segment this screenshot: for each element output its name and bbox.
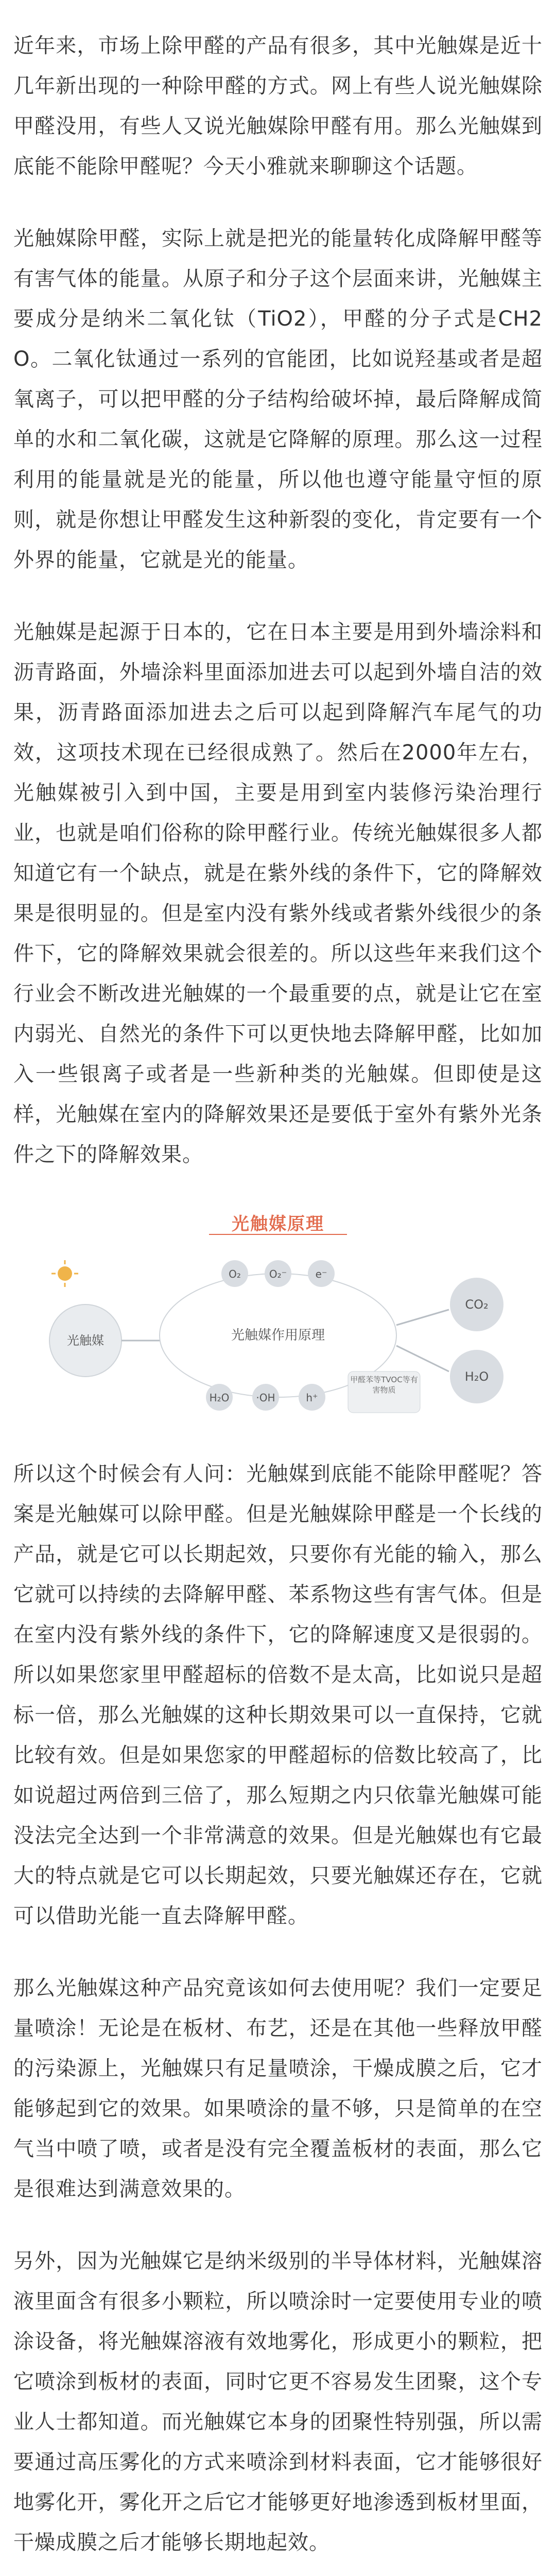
pollutant-label-box (350, 1375, 418, 1411)
top-label-3: e⁻ (315, 1268, 327, 1280)
diagram-graphic (13, 1207, 543, 1423)
paragraph-spraying: 另外，因为光触媒它是纳米级别的半导体材料，光触媒溶液里面含有很多小颗粒，所以喷涂时一定要使用专业的喷涂设备，将光触媒溶液有效地雾化，形成更小的颗粒，把它喷涂到板材的表面，同时它更不容易发生团聚，这个专业人士都知道。而光触媒它本身的团聚性特别强，所以需要通过高压雾化的方式来喷涂到材料表面，它才能够很好地雾化开，雾化开之后它才能够更好地渗透到板材里面，干燥成膜之后才能够长期地起效。 (13, 2249, 543, 2554)
arrow-right-bottom (396, 1346, 449, 1371)
bottom-label-1: H₂O (209, 1392, 230, 1404)
top-label-2: O₂⁻ (269, 1268, 287, 1280)
bottom-label-3: h⁺ (306, 1392, 318, 1404)
left-label: 光触媒 (67, 1333, 104, 1348)
pollutant-label: 甲醛苯等TVOC等有害物质 (350, 1375, 418, 1395)
right-top-label: CO₂ (465, 1297, 489, 1312)
center-label: 光触媒作用原理 (231, 1328, 325, 1343)
paragraph-usage: 那么光触媒这种产品究竟该如何去使用呢？我们一定要足量喷涂！无论是在板材、布艺，还是在其他一些释放甲醛的污染源上，光触媒只有足量喷涂，干燥成膜之后，它才能够起到它的效果。如果喷涂的量不够，只是简单的在空气当中喷了喷，或者是没有完全覆盖板材的表面，那么它是很难达到满意效果的。 (13, 1976, 543, 2201)
paragraph-intro: 近年来，市场上除甲醛的产品有很多，其中光触媒是近十几年新出现的一种除甲醛的方式。网上有些人说光触媒除甲醛没用，有些人又说光触媒除甲醛有用。那么光触媒到底能不能除甲醛呢？今天小雅就来聊聊这个话题。 (13, 34, 543, 178)
top-label-1: O₂ (229, 1268, 241, 1280)
arrow-right-top (396, 1310, 449, 1325)
photocatalyst-diagram (13, 1207, 543, 1423)
bottom-label-2: ·OH (256, 1392, 275, 1404)
sun-icon (51, 1260, 78, 1287)
paragraph-effectiveness: 所以这个时候会有人问：光触媒到底能不能除甲醛呢？答案是光触媒可以除甲醛。但是光触媒除甲醛是一个长线的产品，就是它可以长期起效，只要你有光能的输入，那么它就可以持续的去降解甲醛、苯系物这些有害气体。但是在室内没有紫外线的条件下，它的降解速度又是很弱的。所以如果您家里甲醛超标的倍数不是太高，比如说只是超标一倍，那么光触媒的这种长期效果可以一直保持，它就比较有效。但是如果您家的甲醛超标的倍数比较高了，比如说超过两倍到三倍了，那么短期之内只依靠光触媒可能没法完全达到一个非常满意的效果。但是光触媒也有它最大的特点就是它可以长期起效，只要光触媒还存在，它就可以借助光能一直去降解甲醛。 (13, 1462, 543, 1928)
paragraph-history: 光触媒是起源于日本的，它在日本主要是用到外墙涂料和沥青路面，外墙涂料里面添加进去可以起到外墙自洁的效果，沥青路面添加进去之后可以起到降解汽车尾气的功效，这项技术现在已经很成熟了。然后在2000年左右，光触媒被引入到中国，主要是用到室内装修污染治理行业，也就是咱们俗称的除甲醛行业。传统光触媒很多人都知道它有一个缺点，就是在紫外线的条件下，它的降解效果是很明显的。但是室内没有紫外线或者紫外线很少的条件下，它的降解效果就会很差的。所以这些年来我们这个行业会不断改进光触媒的一个最重要的点，就是让它在室内弱光、自然光的条件下可以更快地去降解甲醛，比如加入一些银离子或者是一些新种类的光触媒。但即使是这样，光触媒在室内的降解效果还是要低于室外有紫外光条件之下的降解效果。 (13, 620, 543, 1166)
paragraph-principle: 光触媒除甲醛，实际上就是把光的能量转化成降解甲醛等有害气体的能量。从原子和分子这个层面来讲，光触媒主要成分是纳米二氧化钛（TiO2），甲醛的分子式是CH2O。二氧化钛通过一系列的官能团，比如说羟基或者是超氧离子，可以把甲醛的分子结构给破坏掉，最后降解成简单的水和二氧化碳，这就是它降解的原理。那么这一过程利用的能量就是光的能量，所以他也遵守能量守恒的原则，就是你想让甲醛发生这种新裂的变化，肯定要有一个外界的能量，它就是光的能量。 (13, 227, 543, 572)
right-bottom-label: H₂O (464, 1369, 489, 1384)
diagram-title: 光触媒原理 (232, 1214, 324, 1234)
